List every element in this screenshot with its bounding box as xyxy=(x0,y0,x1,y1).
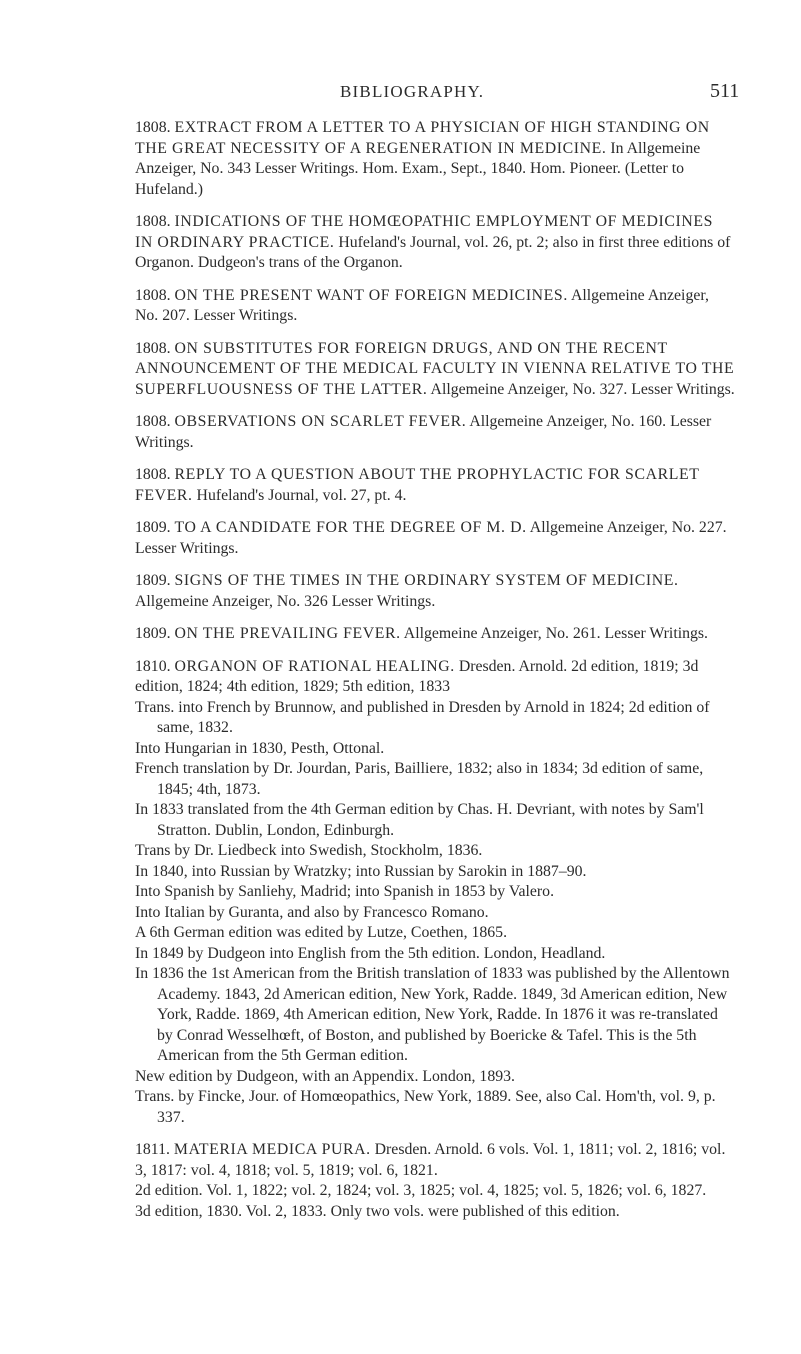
entry-year: 1808. xyxy=(135,339,171,357)
entry-details: Allgemeine Anzeiger, No. 261. Lesser Writings. xyxy=(403,625,708,642)
entry-year: 1809. xyxy=(135,625,171,642)
edition-note: 2d edition. Vol. 1, 1822; vol. 2, 1824; vol. 3, 1825; vol. 4, 1825; vol. 5, 1826; vol. 6, 1827. xyxy=(135,1182,707,1199)
translation-note: Into Italian by Guranta, and also by Francesco Romano. xyxy=(135,903,489,921)
translation-note: A 6th German edition was edited by Lutze, Coethen, 1865. xyxy=(135,924,508,941)
entry-details: Dresden. Arnold. 6 vols. Vol. 1, 1811; vol. 2, 1816; vol. 3, 1817: vol. 4, 1818; vol. 5, 1819; vol. 6, 1821. xyxy=(135,1141,726,1179)
entry-title: SIGNS OF THE TIMES IN THE ORDINARY SYSTEM OF MEDICINE. xyxy=(174,572,679,589)
entry-details: Allgemeine Anzeiger, No. 207. Lesser Writings. xyxy=(135,286,709,324)
entry-year: 1810. xyxy=(135,657,171,675)
entry-title: ORGANON OF RATIONAL HEALING. xyxy=(174,657,455,675)
bibliography-entry xyxy=(135,286,735,327)
bibliography-entry xyxy=(135,118,735,200)
edition-note: 3d edition, 1830. Vol. 2, 1833. Only two vols. were published of this edition. xyxy=(135,1202,620,1220)
entry-year: 1808. xyxy=(135,286,171,304)
running-title: BIBLIOGRAPHY. xyxy=(340,82,485,101)
translation-note: Trans by Dr. Liedbeck into Swedish, Stockholm, 1836. xyxy=(135,842,483,859)
bibliography-list xyxy=(135,118,735,1234)
entry-details: Allgemeine Anzeiger, No. 227. Lesser Writings. xyxy=(135,519,727,557)
entry-details: Allgemeine Anzeiger, No. 160. Lesser Writings. xyxy=(135,413,712,451)
entry-title: REPLY TO A QUESTION ABOUT THE PROPHYLACTIC FOR SCARLET FEVER. xyxy=(135,466,700,504)
bibliography-entry-organon xyxy=(135,657,735,1129)
bibliography-entry xyxy=(135,624,735,645)
entry-details: Allgemeine Anzeiger, No. 327. Lesser Writings. xyxy=(430,380,735,398)
entry-year: 1808. xyxy=(135,119,171,136)
entry-title: EXTRACT FROM A LETTER TO A PHYSICIAN OF HIGH STANDING ON THE GREAT NECESSITY OF A REGENERATION IN MEDICINE. xyxy=(135,119,710,157)
entry-details: Hufeland's Journal, vol. 27, pt. 4. xyxy=(196,486,407,504)
translation-note: In 1849 by Dudgeon into English from the 5th edition. London, Headland. xyxy=(135,944,606,962)
translation-note: Trans. into French by Brunnow, and published in Dresden by Arnold in 1824; 2d edition of same, 1832. xyxy=(135,698,710,736)
entry-title: TO A CANDIDATE FOR THE DEGREE OF M. D. xyxy=(174,519,527,536)
translation-note: Trans. by Fincke, Jour. of Homœopathics, New York, 1889. See, also Cal. Hom'th, vol. 9, p. 337. xyxy=(135,1088,716,1126)
entry-title: ON THE PREVAILING FEVER. xyxy=(174,625,401,642)
entry-details: Hufeland's Journal, vol. 26, pt. 2; also in first three editions of Organon. Dudgeon's trans of the Organon. xyxy=(135,233,731,271)
entry-details: Allgemeine Anzeiger, No. 326 Lesser Writings. xyxy=(135,592,436,610)
translation-note: In 1836 the 1st American from the British translation of 1833 was published by the Allentown Academy. 1843, 2d American edition, New York, Radde. 1849, 3d American edition, New York, Radde. 1869, 4th American edition, New York, Radde. In 1876 it was re-translated by Conrad Wesselhœft, of Boston, and published by Boericke & Tafel. This is the 5th American from the 5th German edition. xyxy=(135,965,730,1064)
bibliography-entry-materia-medica xyxy=(135,1140,735,1222)
entry-title: MATERIA MEDICA PURA. xyxy=(173,1141,371,1158)
entry-year: 1808. xyxy=(135,413,171,430)
bibliography-entry xyxy=(135,571,735,612)
bibliography-entry xyxy=(135,212,735,274)
entry-details: In Allgemeine Anzeiger, No. 343 Lesser Writings. Hom. Exam., Sept., 1840. Hom. Pioneer. (Letter to Hufeland.) xyxy=(135,139,701,198)
entry-details: Dresden. Arnold. 2d edition, 1819; 3d edition, 1824; 4th edition, 1829; 5th edition, 1833 xyxy=(135,657,699,695)
entry-year: 1809. xyxy=(135,519,171,536)
entry-lead xyxy=(135,1140,735,1181)
translation-note: French translation by Dr. Jourdan, Paris, Bailliere, 1832; also in 1834; 3d edition of same, 1845; 4th, 1873. xyxy=(135,760,704,798)
entry-year: 1809. xyxy=(135,572,171,589)
bibliography-entry xyxy=(135,465,735,506)
entry-title: INDICATIONS OF THE HOMŒOPATHIC EMPLOYMENT OF MEDICINES IN ORDINARY PRACTICE. xyxy=(135,213,714,251)
translation-note: In 1833 translated from the 4th German edition by Chas. H. Devriant, with notes by Sam'l Stratton. Dublin, London, Edinburgh. xyxy=(135,801,704,839)
entry-title: ON THE PRESENT WANT OF FOREIGN MEDICINES. xyxy=(174,286,568,304)
bibliography-entry xyxy=(135,339,735,401)
entry-title: OBSERVATIONS ON SCARLET FEVER. xyxy=(174,413,467,430)
entry-lead xyxy=(135,657,735,698)
entry-year: 1808. xyxy=(135,466,171,483)
entry-year: 1808. xyxy=(135,213,171,230)
entry-year: 1811. xyxy=(135,1141,170,1158)
translation-note: Into Hungarian in 1830, Pesth, Ottonal. xyxy=(135,739,385,757)
bibliography-entry xyxy=(135,518,735,559)
translation-note: New edition by Dudgeon, with an Appendix. London, 1893. xyxy=(135,1067,515,1085)
bibliography-entry xyxy=(135,412,735,453)
page-number: 511 xyxy=(710,80,740,102)
translation-note: In 1840, into Russian by Wratzky; into Russian by Sarokin in 1887–90. xyxy=(135,862,587,880)
entry-title: ON SUBSTITUTES FOR FOREIGN DRUGS, AND ON THE RECENT ANNOUNCEMENT OF THE MEDICAL FACULTY IN VIENNA RELATIVE TO THE SUPERFLUOUSNESS OF THE LATTER. xyxy=(135,339,735,398)
translation-note: Into Spanish by Sanliehy, Madrid; into Spanish in 1853 by Valero. xyxy=(135,883,555,900)
page-header xyxy=(0,78,801,108)
